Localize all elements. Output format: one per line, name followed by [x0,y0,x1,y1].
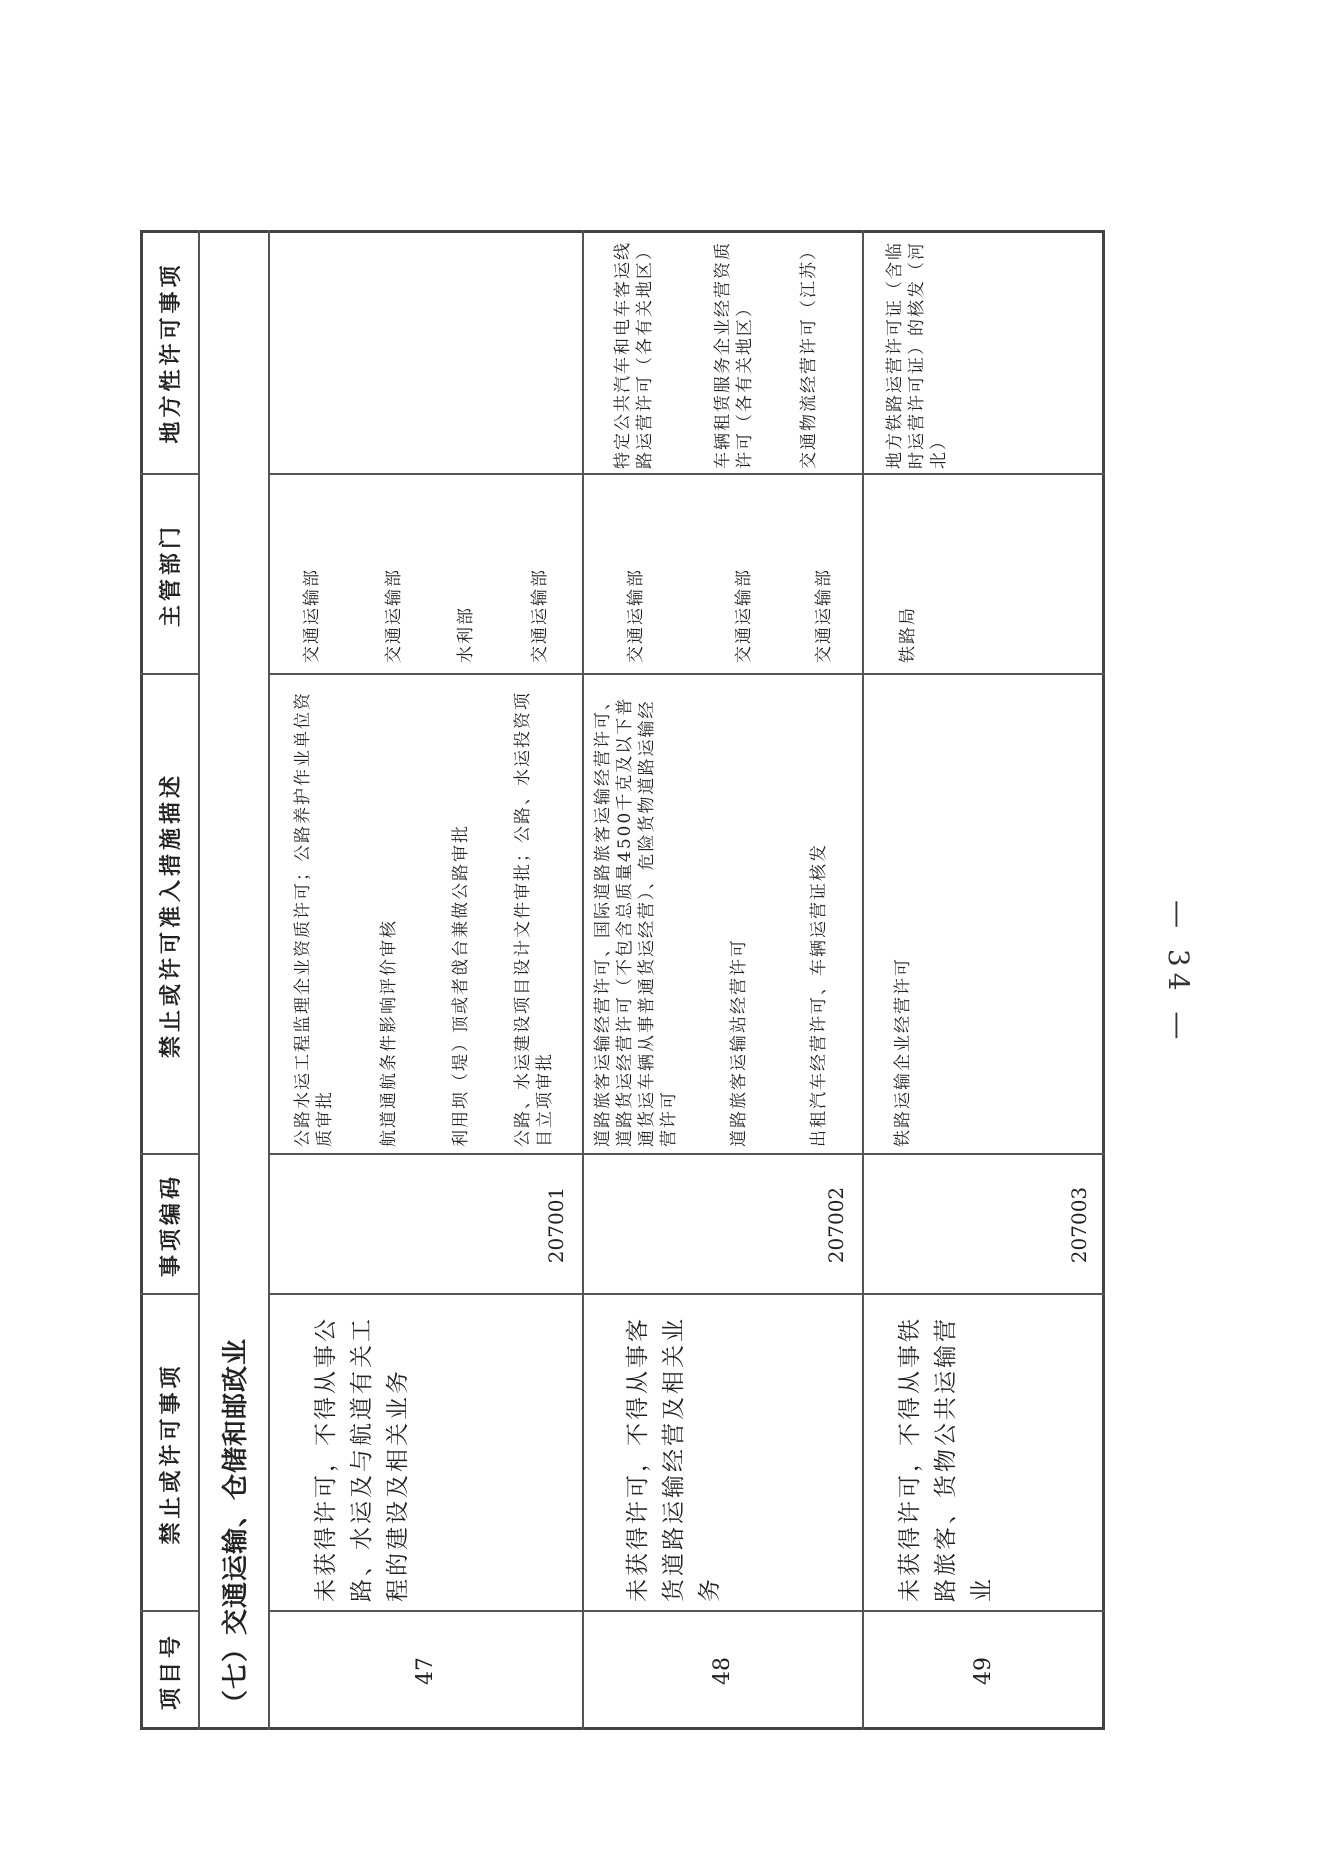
row-49-local-1: 地方铁路运营许可证（含临时运营许可证）的核发（河北） [885,241,949,469]
row-49-code: 207003 [1067,1186,1091,1264]
row-49-measure-1: 铁路运输企业经营许可 [893,957,913,1147]
header-item-name: 禁止或许可事项 [157,1362,184,1545]
row-49-name: 未获得许可，不得从事铁路旅客、货物公共运输营业 [897,1316,995,1602]
rotated-table [140,230,1105,1730]
row-48-local-2: 车辆租赁服务企业经营资质许可（各有关地区） [713,241,755,469]
row-47-measure-2: 航道通航条件影响评价审核 [379,919,399,1147]
row-49-dept-1: 铁路局 [898,606,918,663]
row-48-local-3: 交通物流经营许可（江苏） [799,241,819,469]
row-48-measure-1: 道路旅客运输经营许可、国际道路旅客运输经营许可、道路货运经营许可（不包含总质量4500千克及以下普通货运车辆从事普通货运经营）、危险货物道路运输经营许可 [593,691,679,1147]
row-47-number: 47 [412,1657,438,1685]
row-47-measure-1: 公路水运工程监理企业资质许可；公路养护作业单位资质审批 [293,691,335,1147]
row-47-measure-3: 利用坝（堤）顶或者戗台兼做公路审批 [451,824,471,1147]
header-description: 禁止或许可准入措施描述 [157,772,184,1059]
row-48-measure-2: 道路旅客运输站经营许可 [729,938,749,1147]
row-48-dept-3: 交通运输部 [814,568,834,663]
row-47-name: 未获得许可，不得从事公路、水运及与航道有关工程的建设及相关业务 [313,1316,411,1602]
section-title: （七）交通运输、仓储和邮政业 [220,1337,251,1716]
header-item-no: 项目号 [157,1632,184,1711]
row-48-measure-3: 出租汽车经营许可、车辆运营证核发 [809,843,829,1147]
row-48-dept-1: 交通运输部 [626,568,646,663]
page-number: — 34 — [1162,900,1195,1046]
row-47-dept-1: 交通运输部 [302,568,322,663]
row-47-dept-4: 交通运输部 [530,568,550,663]
row-48-dept-2: 交通运输部 [734,568,754,663]
row-47-dept-2: 交通运输部 [384,568,404,663]
row-47-measure-4: 公路、水运建设项目设计文件审批；公路、水运投资项目立项审批 [513,691,555,1147]
row-49-number: 49 [971,1657,996,1685]
row-48-name: 未获得许可，不得从事客货道路运输经营及相关业务 [625,1316,723,1602]
row-48-code: 207002 [824,1186,848,1264]
header-code: 事项编码 [157,1173,184,1278]
row-rule-49 [862,230,864,1730]
row-47-dept-3: 水利部 [456,606,476,663]
row-47-code: 207001 [544,1186,568,1264]
row-48-number: 48 [709,1657,735,1685]
header-local: 地方性许可事项 [157,261,184,444]
row-rule-48 [582,230,584,1730]
section-rule [268,230,270,1730]
row-48-local-1: 特定公共汽车和电车客运线路运营许可（各有关地区） [613,241,655,469]
header-department: 主管部门 [157,523,184,628]
